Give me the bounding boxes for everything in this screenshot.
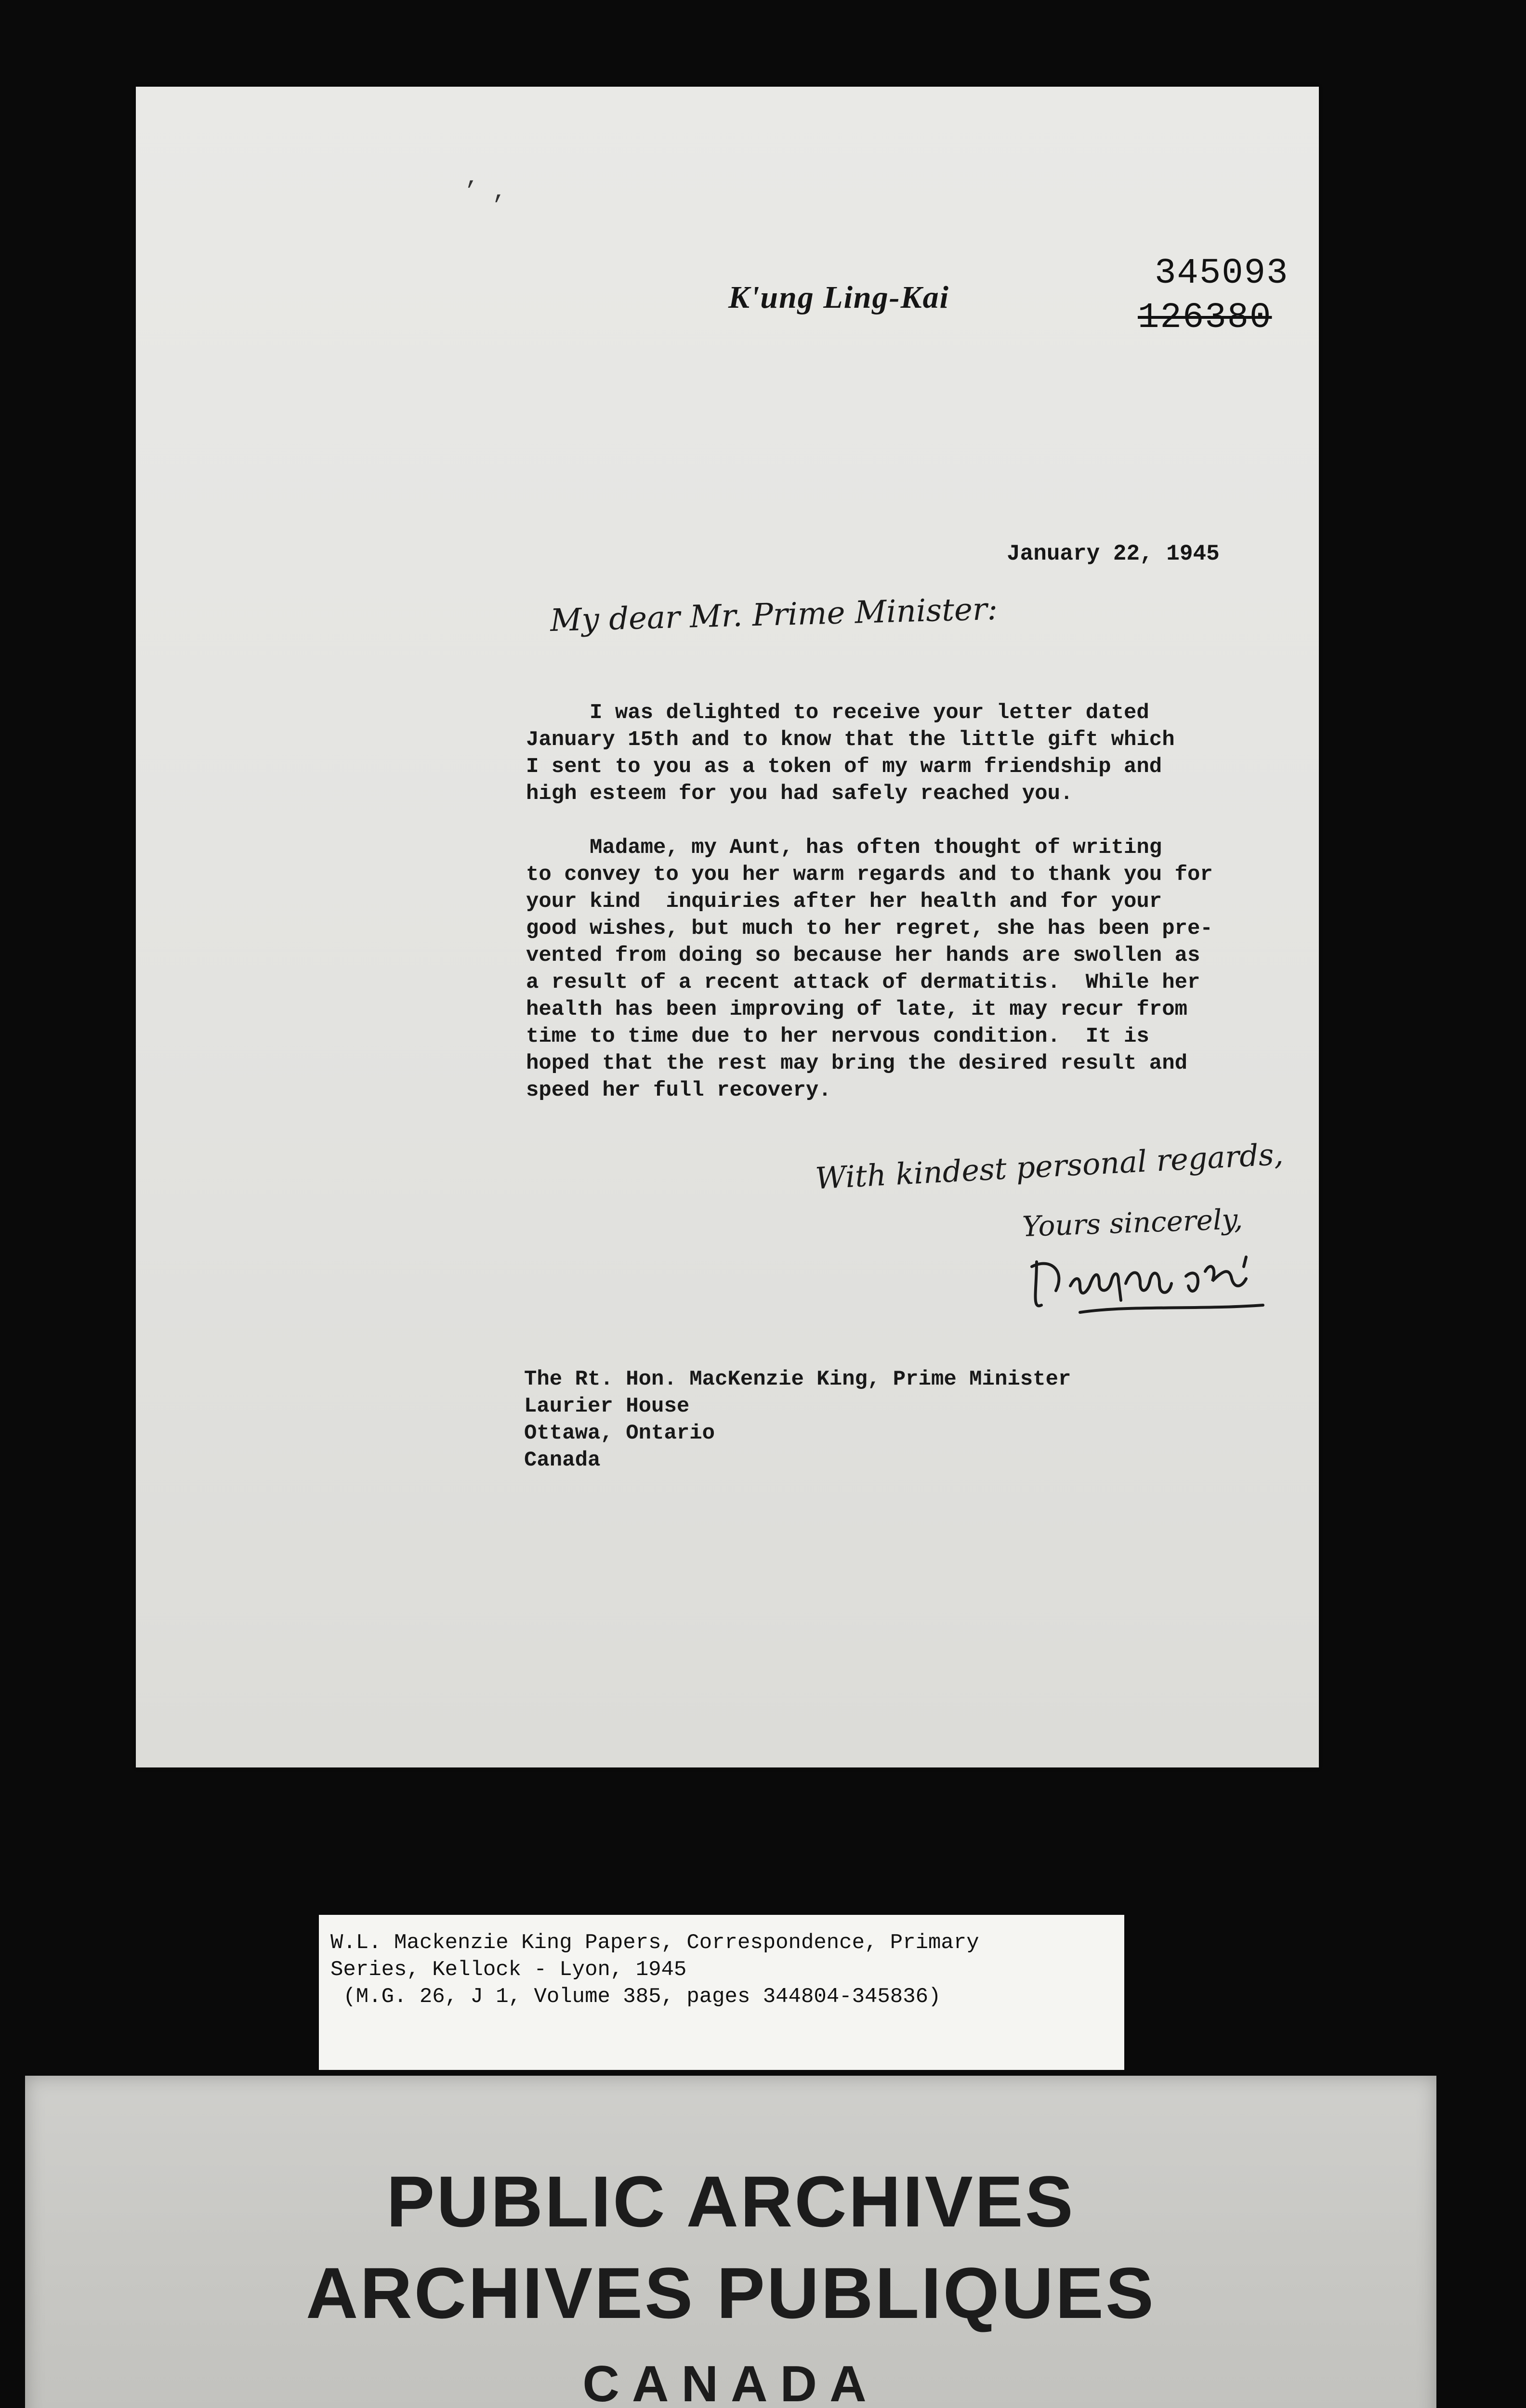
corner-marks: ’ , [463, 178, 507, 206]
letterhead: K'ung Ling-Kai [728, 280, 949, 315]
address-line: The Rt. Hon. MacKenzie King, Prime Minister [524, 1367, 1071, 1391]
letter-page [136, 87, 1319, 1767]
file-number-old: 126380 [1138, 298, 1272, 338]
recipient-address [524, 1366, 1071, 1474]
salutation-handwritten: My dear Mr. Prime Minister: [550, 591, 998, 639]
closing-handwritten: With kindest personal regards, [814, 1136, 1284, 1196]
address-line: Canada [524, 1448, 601, 1472]
body-paragraph-1: I was delighted to receive your letter dated January 15th and to know that the little gift which I sent to you as a token of my warm friendship and high esteem for you had safely reached you. [526, 701, 1175, 806]
archive-stamp [25, 2076, 1436, 2408]
stamp-line-country: CANADA [582, 2356, 879, 2408]
reference-label [319, 1915, 1124, 2070]
stamp-line-french: ARCHIVES PUBLIQUES [306, 2252, 1156, 2333]
address-line: Ottawa, Ontario [524, 1421, 715, 1445]
stamp-line-english: PUBLIC ARCHIVES [386, 2161, 1075, 2242]
signature-image [1022, 1233, 1292, 1329]
body-paragraph-2: Madame, my Aunt, has often thought of writing to convey to you her warm regards and to thank you for your kind inquiries after her health and for your good wishes, but much to her regret, she has been pre- vented from doing so because her hands are swollen as a result of a recent attack of dermatitis. While her health has been improving of late, it may recur from time to time due to her nervous condition. It is hoped that the rest may bring the desired result and speed her full recovery. [526, 836, 1213, 1102]
address-line: Laurier House [524, 1394, 690, 1418]
reference-line: Series, Kellock - Lyon, 1945 [330, 1958, 687, 1982]
valediction-handwritten: Yours sincerely, [1021, 1203, 1244, 1243]
reference-line: W.L. Mackenzie King Papers, Correspondence, Primary [330, 1931, 979, 1955]
reference-line: (M.G. 26, J 1, Volume 385, pages 344804-345836) [330, 1985, 941, 2009]
file-number-new: 345093 [1155, 253, 1289, 294]
letter-date: January 22, 1945 [1007, 541, 1220, 566]
